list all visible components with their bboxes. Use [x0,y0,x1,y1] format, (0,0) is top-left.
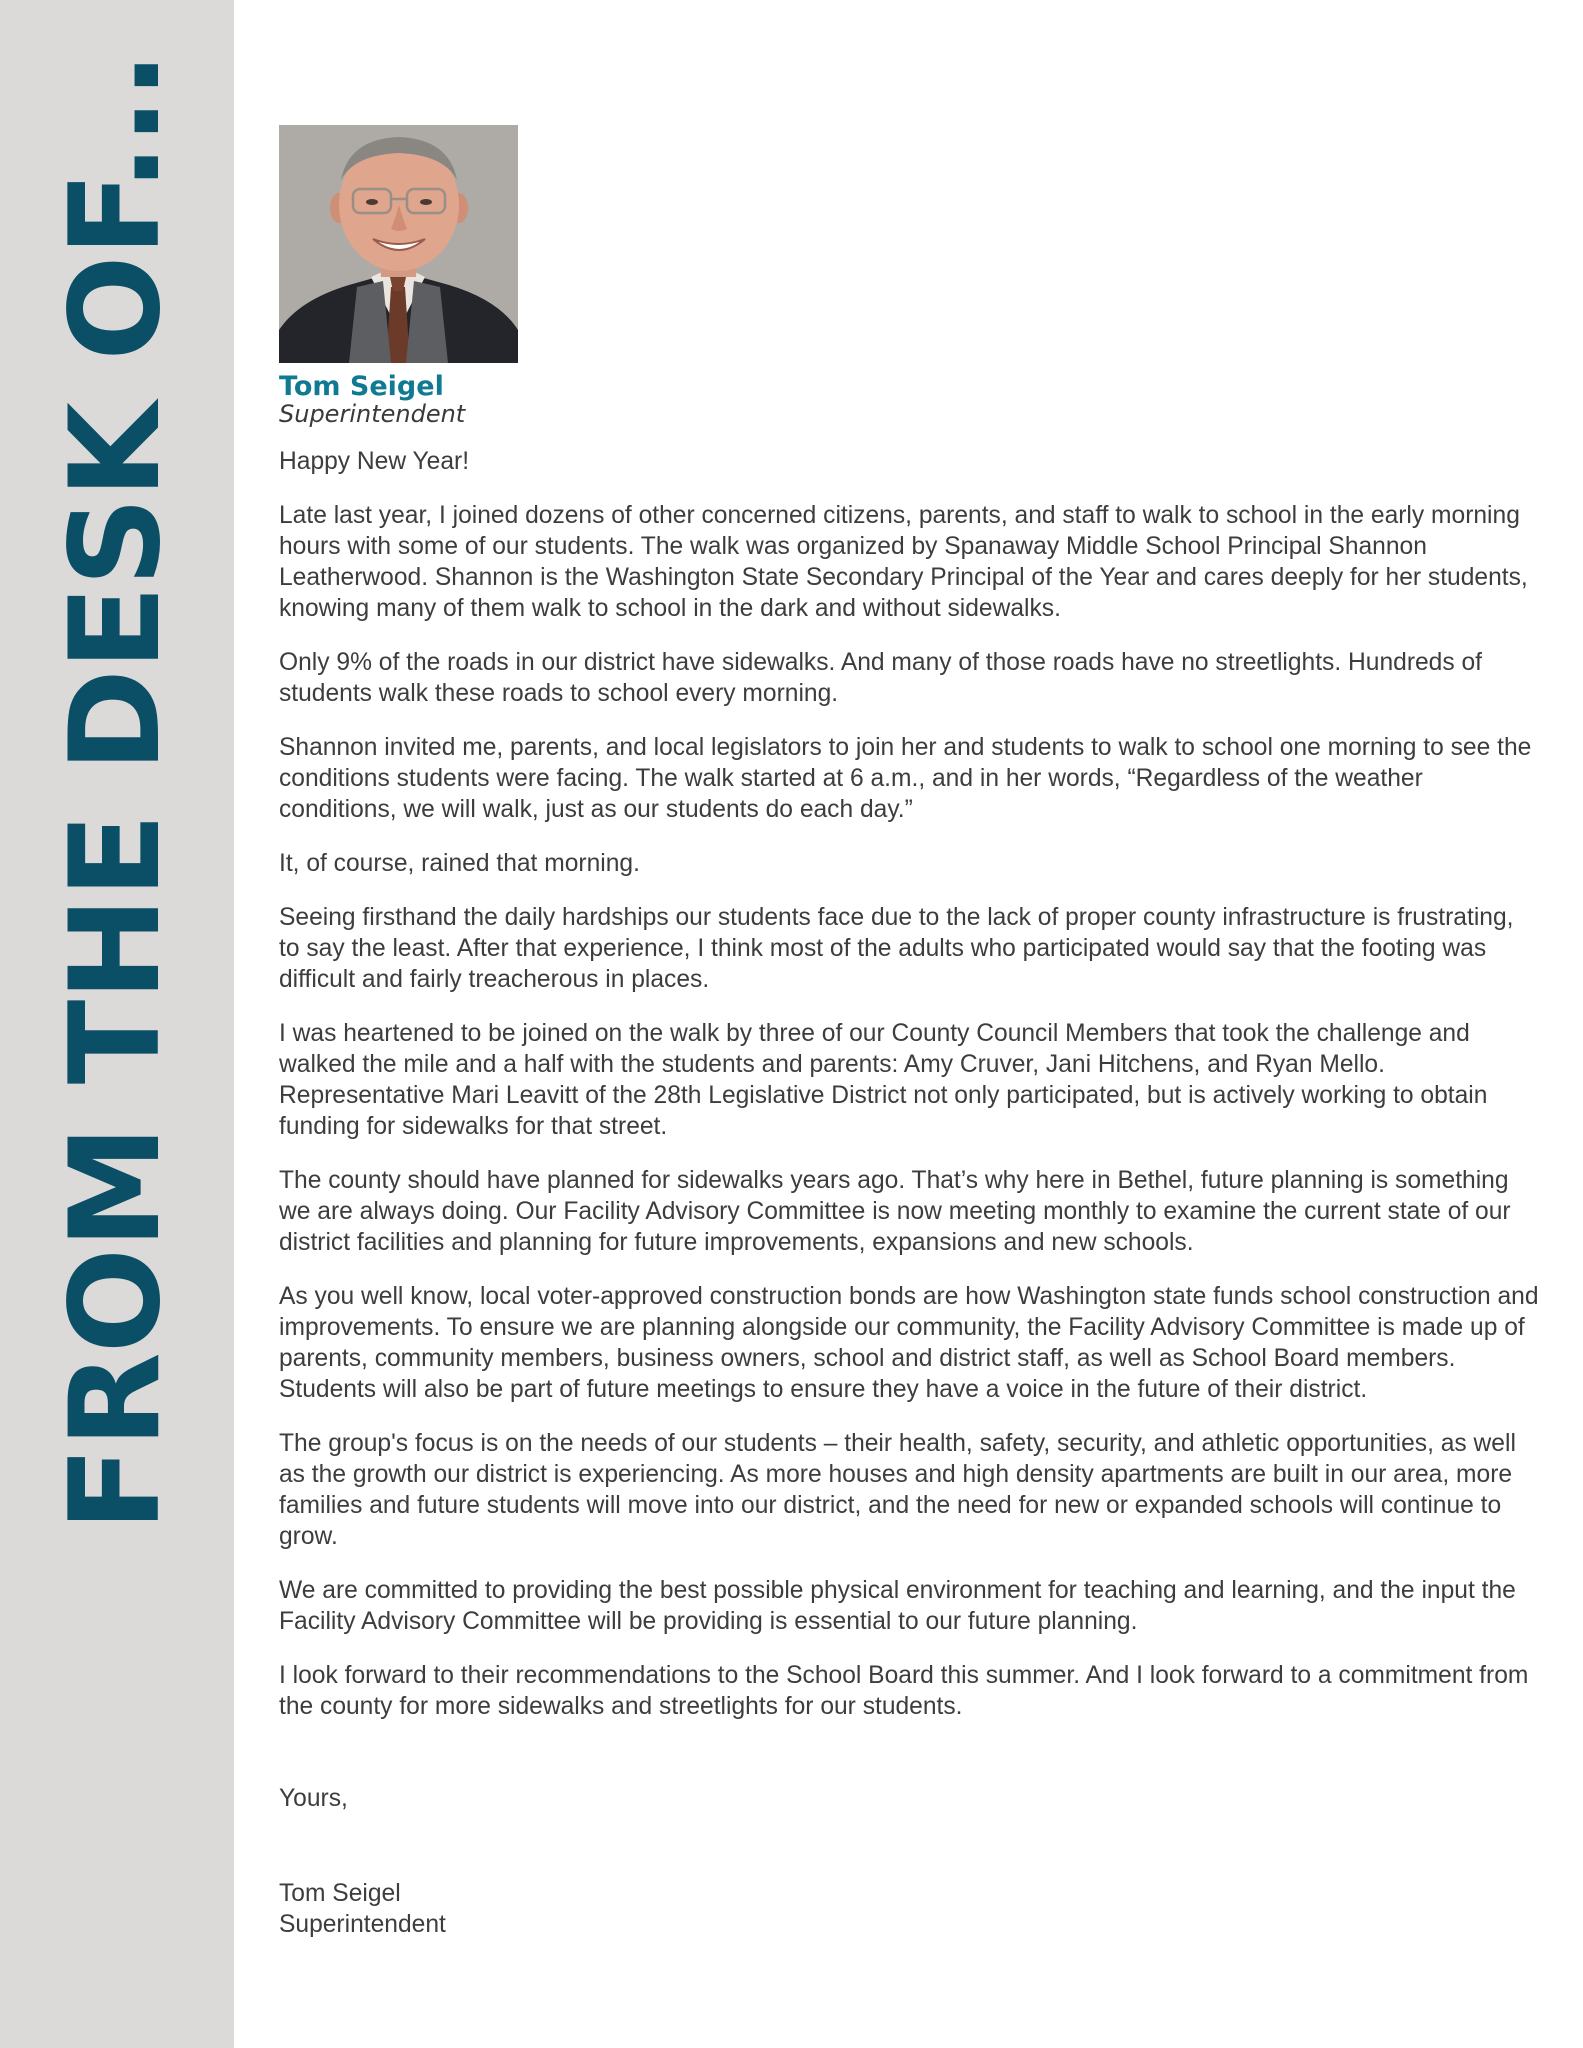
letter-paragraph: Shannon invited me, parents, and local legislators to join her and students to walk to school one morning to see the conditions students were facing. The walk started at 6 a.m., and in her words, “Regardless of the weather conditions, we will walk, just as our students do each day.” [279,734,1532,823]
letter-paragraph: Late last year, I joined dozens of other concerned citizens, parents, and staff to walk to school in the early morning hours with some of our students. The walk was organized by Spanaway Middle School Principal Shannon Leatherwood. Shannon is the Washington State Secondary Principal of the Year and cares deeply for her students, knowing many of them walk to school in the dark and without sidewalks. [279,502,1528,622]
author-title: Superintendent [279,400,466,428]
letter-paragraph: Only 9% of the roads in our district have sidewalks. And many of those roads have no streetlights. Hundreds of students walk these roads to school every morning. [279,649,1483,707]
portrait-illustration [279,125,518,363]
letter-paragraph: We are committed to providing the best possible physical environment for teaching and learning, and the input the Facility Advisory Committee will be providing is essential to our future planning. [279,1577,1516,1635]
letter-closing: Yours, [279,1785,348,1812]
sidebar [0,0,234,2048]
letter-paragraph: As you well know, local voter-approved construction bonds are how Washington state funds school construction and improvements. To ensure we are planning alongside our community, the Facility Advisory Committee is made up of parents, community members, business owners, school and district staff, as well as School Board members. Students will also be part of future meetings to ensure they have a voice in the future of their district. [279,1283,1539,1403]
letter-paragraph: I look forward to their recommendations to the School Board this summer. And I look forward to a commitment from the county for more sidewalks and streetlights for our students. [279,1662,1529,1720]
signature-name: Tom Seigel [279,1880,401,1907]
author-portrait [279,125,518,363]
author-name: Tom Seigel [279,371,444,402]
letter-paragraph: Seeing firsthand the daily hardships our students face due to the lack of proper county infrastructure is frustrating, to say the least. After that experience, I think most of the adults who participated would say that the footing was difficult and fairly treacherous in places. [279,904,1514,993]
letter-paragraph: It, of course, rained that morning. [279,850,640,877]
sidebar-heading: FROM THE DESK OF... [44,52,188,1532]
signature-block [279,1878,446,1940]
signature-title: Superintendent [279,1911,446,1938]
letter-greeting: Happy New Year! [279,448,470,475]
letter-body [279,446,1539,1745]
letter-paragraph: I was heartened to be joined on the walk by three of our County Council Members that took the challenge and walked the mile and a half with the students and parents: Amy Cruver, Jani Hitchens, and Ryan Mello. Representative Mari Leavitt of the 28th Legislative District not only participated, but is actively working to obtain funding for sidewalks for that street. [279,1020,1488,1140]
letter-paragraph: The group's focus is on the needs of our students – their health, safety, security, and athletic opportunities, as well as the growth our district is experiencing. As more houses and high density apartments are built in our area, more families and future students will move into our district, and the need for new or expanded schools will continue to grow. [279,1430,1516,1550]
letter-paragraph: The county should have planned for sidewalks years ago. That’s why here in Bethel, future planning is something we are always doing. Our Facility Advisory Committee is now meeting monthly to examine the current state of our district facilities and planning for future improvements, expansions and new schools. [279,1167,1511,1256]
